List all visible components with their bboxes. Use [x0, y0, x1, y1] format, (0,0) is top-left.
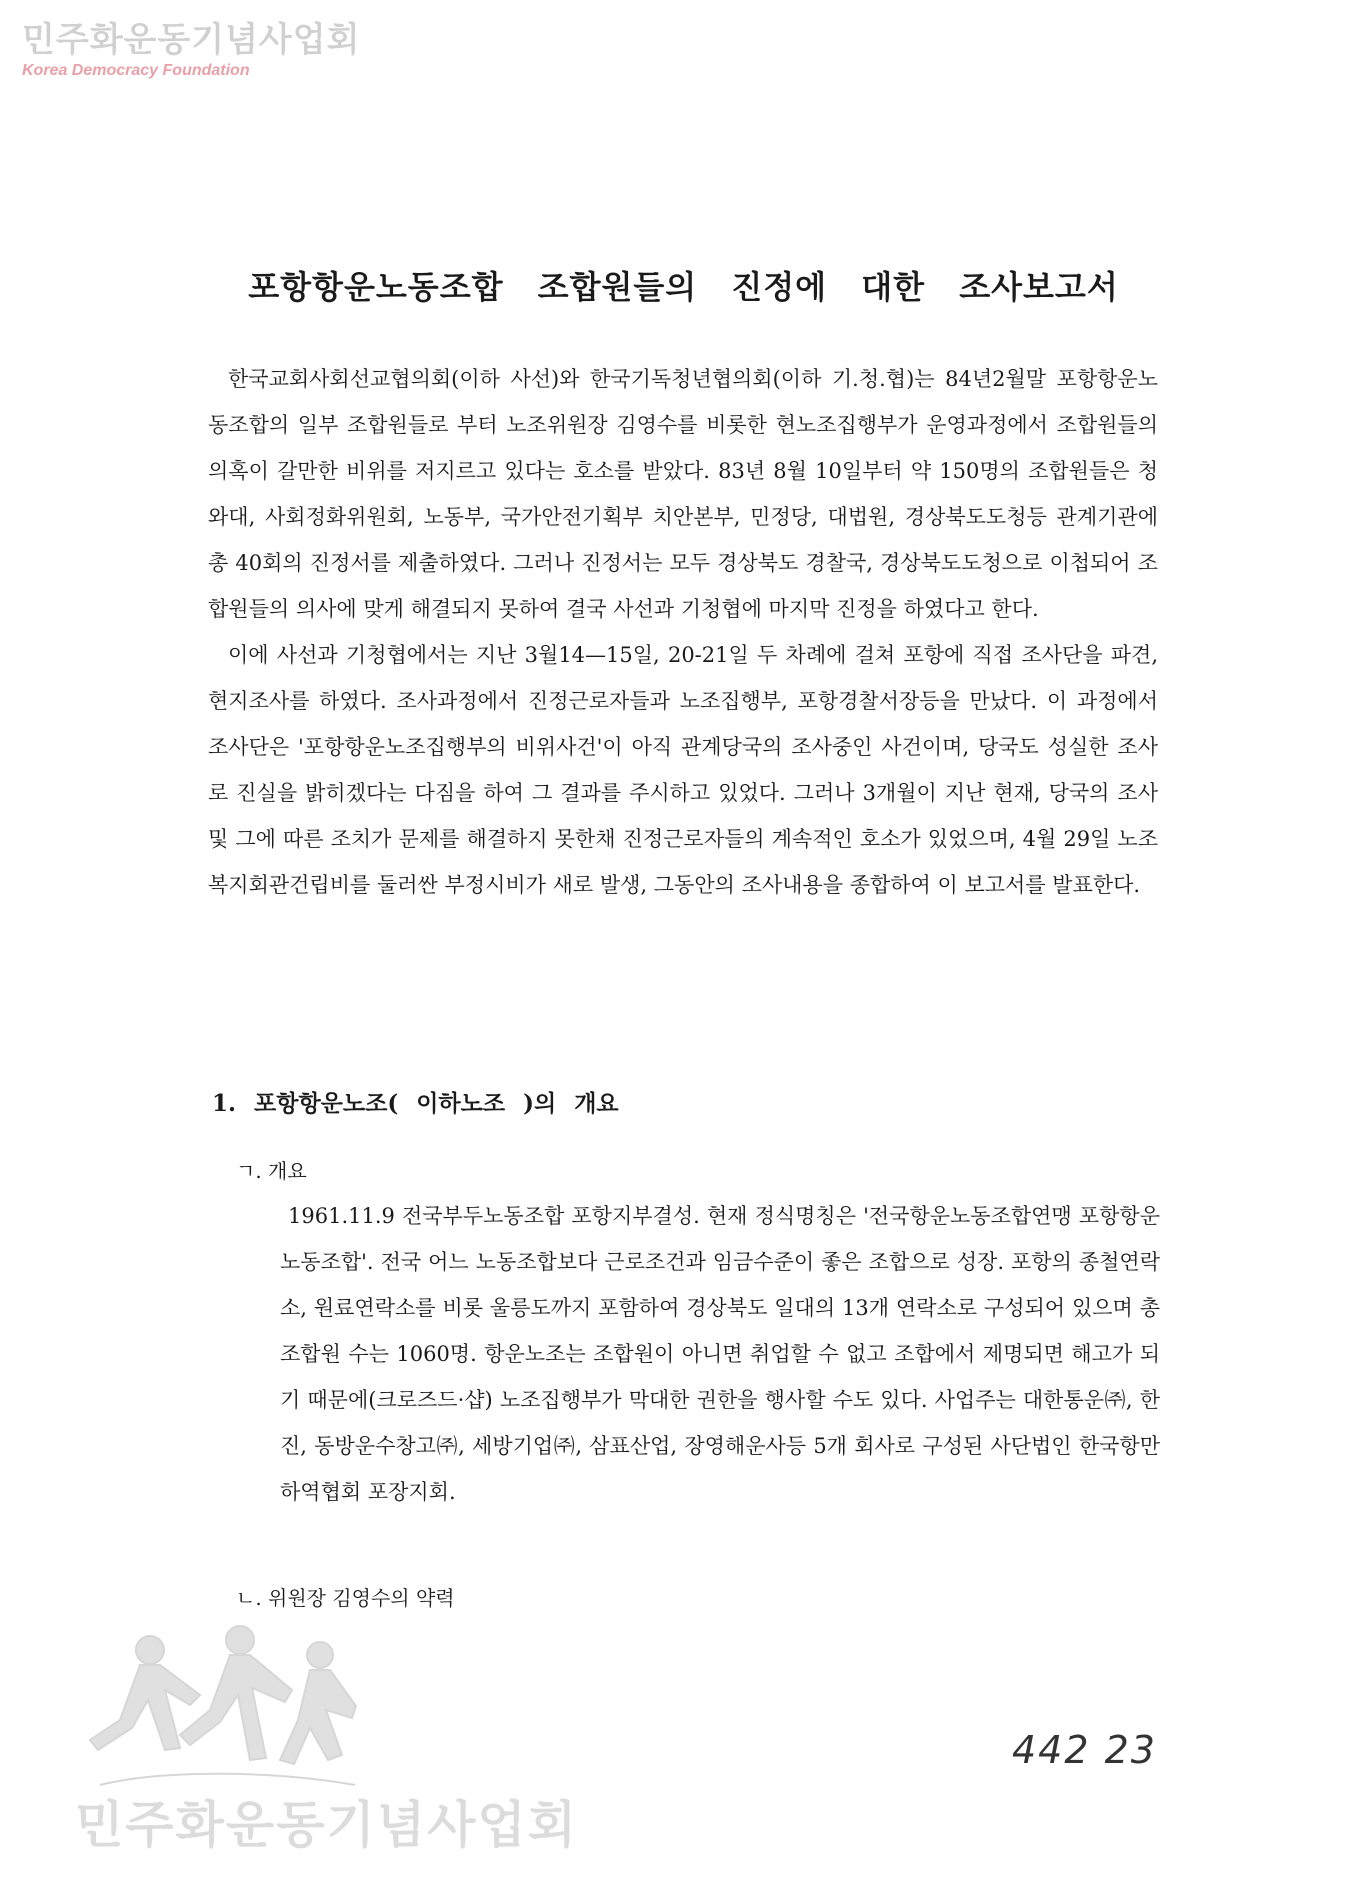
- logo-korean-name: 민주화운동기념사업회: [22, 20, 361, 60]
- subsection-b-label: ㄴ. 위원장 김영수의 약력: [236, 1586, 455, 1610]
- foundation-logo: [22, 20, 360, 80]
- watermark-name: 민주화운동기념사업회: [75, 1796, 578, 1854]
- subsection-a-paragraph: 1961.11.9 전국부두노동조합 포항지부결성. 현재 정식명칭은 '전국항운노동조합연맹 포항항운노동조합'. 전국 어느 노동조합보다 근로조건과 임금수준이 좋은 조합으로 성장. 포항의 종철연락소, 원료연락소를 비롯 울릉도까지 포함하여 경상북도 일대의 13개 연락소로 구성되어 있으며 총 조합원 수는 1060명. 항운노조는 조합원이 아니면 취업할 수 없고 조합에서 제명되면 해고가 되기 때문에(크로즈드·샵) 노조집행부가 막대한 권한을 행사할 수도 있다. 사업주는 대한통운㈜, 한진, 동방운수창고㈜, 세방기업㈜, 삼표산업, 장영해운사등 5개 회사로 구성된 사단법인 한국항만하역협회 포장지회.: [280, 1204, 1160, 1504]
- logo-english-name: Korea Democracy Foundation: [22, 62, 250, 79]
- runners-watermark-icon: [70, 1610, 370, 1804]
- subsection-a-label: ㄱ. 개요: [236, 1159, 307, 1183]
- intro-body: [208, 356, 1158, 908]
- subsection-a-body: [280, 1193, 1160, 1515]
- intro-paragraph-2: 이에 사선과 기청협에서는 지난 3월14—15일, 20-21일 두 차례에 걸쳐 포항에 직접 조사단을 파견, 현지조사를 하였다. 조사과정에서 진정근로자들과 노조집행부, 포항경찰서장등을 만났다. 이 과정에서 조사단은 '포항항운노조집행부의 비위사건'이 아직 관계당국의 조사중인 사건이며, 당국도 성실한 조사로 진실을 밝히겠다는 다짐을 하여 그 결과를 주시하고 있었다. 그러나 3개월이 지난 현재, 당국의 조사 및 그에 따른 조치가 문제를 해결하지 못한채 진정근로자들의 계속적인 호소가 있었으며, 4월 29일 노조복지회관건립비를 둘러싼 부정시비가 새로 발생, 그동안의 조사내용을 종합하여 이 보고서를 발표한다.: [208, 643, 1158, 897]
- handwritten-page-number: 442 23: [1012, 1728, 1157, 1772]
- section-1-heading: 1. 포항항운노조( 이하노조 )의 개요: [212, 1090, 619, 1117]
- document-title: 포항항운노동조합 조합원들의 진정에 대한 조사보고서: [248, 268, 1119, 306]
- intro-paragraph-1: 한국교회사회선교협의회(이하 사선)와 한국기독청년협의회(이하 기.청.협)는 84년2월말 포항항운노동조합의 일부 조합원들로 부터 노조위원장 김영수를 비롯한 현노조집행부가 운영과정에서 조합원들의 의혹이 갈만한 비위를 저지르고 있다는 호소를 받았다. 83년 8월 10일부터 약 150명의 조합원들은 청와대, 사회정화위원회, 노동부, 국가안전기획부 치안본부, 민정당, 대법원, 경상북도도청등 관계기관에 총 40회의 진정서를 제출하였다. 그러나 진정서는 모두 경상북도 경찰국, 경상북도도청으로 이첩되어 조합원들의 의사에 맞게 해결되지 못하여 결국 사선과 기청협에 마지막 진정을 하였다고 한다.: [208, 367, 1158, 621]
